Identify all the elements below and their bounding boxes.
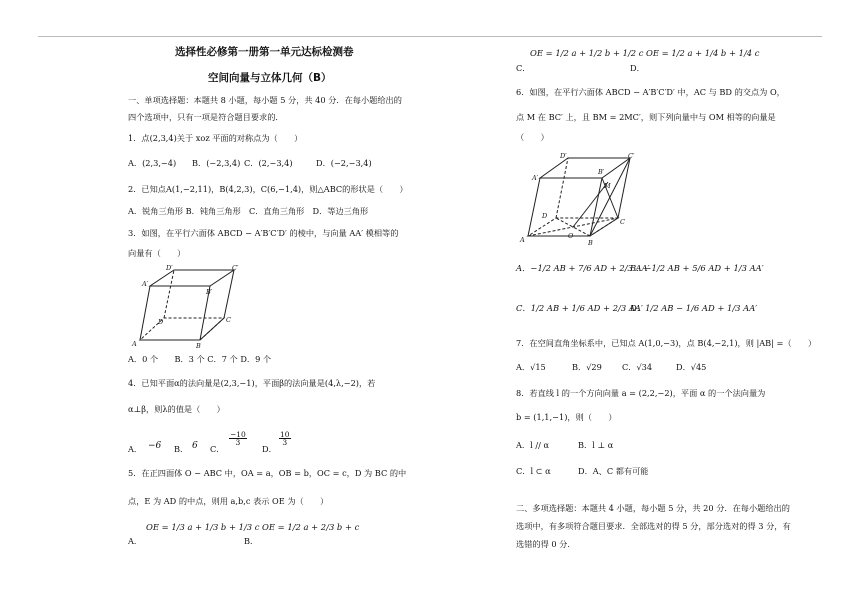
- q5-option-a-expr: OE = 1/3 a + 1/3 b + 1/3 c: [146, 522, 260, 532]
- q7-option-d: D．√45: [676, 362, 707, 372]
- q5-option-a-label: A．: [128, 536, 143, 546]
- svg-text:A′: A′: [532, 174, 539, 182]
- q1-option-a: A．(2,3,−4): [128, 158, 177, 168]
- question-6-blank: （ ）: [516, 132, 549, 142]
- q4-option-a-value: −6: [148, 441, 162, 451]
- question-8: 8．若直线 l 的一个方向向量 a = (2,2,−2)，平面 α 的一个法向量为: [516, 388, 766, 398]
- q6-option-d: D．1/2 AB − 1/6 AD + 1/3 AA′: [630, 303, 758, 313]
- q5-option-d-expr: OE = 1/2 a + 1/4 b + 1/4 c: [646, 48, 760, 58]
- svg-text:C′: C′: [628, 152, 635, 160]
- question-4: 4．已知平面α的法向量是(2,3,−1)，平面β的法向量是(4,λ,−2)，若: [128, 378, 376, 388]
- svg-text:D: D: [542, 212, 548, 220]
- section-1-heading-cont: 四个选项中，只有一项是符合题目要求的．: [128, 112, 284, 122]
- q8-option-d: D．A、C 都有可能: [578, 466, 649, 476]
- svg-text:B′: B′: [206, 288, 213, 296]
- q3-parallelepiped-figure: [128, 262, 243, 348]
- doc-subtitle: 空间向量与立体几何（B）: [208, 72, 332, 84]
- q5-option-d-label: D．: [630, 63, 645, 73]
- q4-option-d-label: D．: [262, 444, 277, 454]
- doc-title: 选择性必修第一册第一单元达标检测卷: [175, 46, 354, 58]
- q4-option-d-value: $\frac{10}{3}$: [280, 429, 290, 447]
- question-7: 7．在空间直角坐标系中，已知点 A(1,0,−3)，点 B(4,−2,1)，则 |AB| =（ ）: [516, 338, 817, 348]
- q7-option-b: B．√29: [572, 362, 602, 372]
- section-2-heading-cont: 选项中，有多项符合题目要求．全部选对的得 5 分，部分选对的得 3 分，有: [516, 521, 791, 531]
- q3-options: A．0 个 B．3 个 C．7 个 D．9 个: [128, 354, 272, 364]
- svg-text:C: C: [620, 218, 625, 226]
- q6-option-b: B．−1/2 AB + 5/6 AD + 1/3 AA′: [630, 263, 764, 273]
- svg-text:B: B: [588, 239, 593, 245]
- q5-option-c-expr: OE = 1/2 a + 1/2 b + 1/2 c: [530, 48, 644, 58]
- q4-option-a-label: A．: [128, 444, 143, 454]
- q8-option-a: A．l // α: [516, 440, 549, 450]
- svg-text:M: M: [604, 182, 611, 190]
- question-6: 6．如图，在平行六面体 ABCD − A′B′C′D′ 中，AC 与 BD 的交点为 O，: [516, 87, 785, 97]
- question-2: 2．已知点A(1,−2,11)，B(4,2,3)，C(6,−1,4)，则△ABC的形状是（ ）: [128, 184, 408, 194]
- question-3-cont: 向量有（ ）: [128, 248, 186, 258]
- question-5-cont: 点，E 为 AD 的中点，则用 a,b,c 表示 OE 为（ ）: [128, 496, 329, 506]
- question-3: 3．如图，在平行六面体 ABCD − A′B′C′D′ 的棱中，与向量 AA′ 模相等的: [128, 228, 399, 238]
- svg-text:A: A: [520, 236, 525, 244]
- question-8-cont: b = (1,1,−1)，则（ ）: [516, 412, 617, 422]
- q4-option-c-label: C．: [210, 444, 225, 454]
- q1-option-d: D．(−2,−3,4): [316, 158, 372, 168]
- q2-options: A．锐角三角形 B．钝角三角形 C．直角三角形 D．等边三角形: [128, 206, 369, 216]
- q7-option-c: C．√34: [622, 362, 653, 372]
- q8-option-c: C．l ⊂ α: [516, 466, 551, 476]
- section-2-heading-end: 选错的得 0 分．: [516, 539, 576, 549]
- question-1: 1．点(2,3,4)关于 xoz 平面的对称点为（ ）: [128, 133, 303, 143]
- q4-option-b-value: 6: [192, 441, 198, 451]
- svg-text:D′: D′: [166, 264, 173, 272]
- svg-text:B: B: [196, 342, 201, 348]
- q4-option-c-value: $\frac{-10}{3}$: [230, 429, 246, 447]
- q6-parallelepiped-figure: [518, 150, 643, 245]
- q5-option-c-label: C．: [516, 63, 531, 73]
- question-6-cont: 点 M 在 BC′ 上，且 BM = 2MC′，则下列向量中与 OM 相等的向量是: [516, 112, 776, 122]
- header-rule: [38, 36, 822, 37]
- svg-text:B′: B′: [598, 168, 605, 176]
- question-5: 5．在正四面体 O − ABC 中，OA = a，OB = b，OC = c，D 为 BC 的中: [128, 468, 407, 478]
- section-2-heading: 二、多项选择题：本题共 4 小题，每小题 5 分，共 20 分．在每小题给出的: [516, 503, 790, 513]
- q5-option-b-expr: OE = 1/2 a + 2/3 b + c: [262, 522, 360, 532]
- svg-text:D′: D′: [560, 152, 567, 160]
- q6-option-c: C．1/2 AB + 1/6 AD + 2/3 AA′: [516, 303, 643, 313]
- q1-option-c: C．(2,−3,4): [244, 158, 293, 168]
- svg-text:D: D: [158, 318, 164, 326]
- q5-option-b-label: B．: [244, 536, 259, 546]
- svg-text:C: C: [226, 316, 231, 324]
- section-1-heading: 一、单项选择题：本题共 8 小题，每小题 5 分，共 40 分．在每小题给出的: [128, 95, 402, 105]
- svg-text:O: O: [568, 232, 574, 240]
- svg-text:A′: A′: [142, 280, 149, 288]
- q7-option-a: A．√15: [516, 362, 546, 372]
- question-4-cont: α⊥β，则λ的值是（ ）: [128, 404, 225, 414]
- svg-text:C′: C′: [232, 264, 239, 272]
- q1-option-b: B．(−2,3,4): [192, 158, 241, 168]
- q4-option-b-label: B．: [174, 444, 189, 454]
- q3-top-face: [150, 270, 234, 286]
- q8-option-b: B．l ⊥ α: [578, 440, 614, 450]
- q6-option-a: A．−1/2 AB + 7/6 AD + 2/3 AA′: [516, 263, 650, 273]
- svg-text:A: A: [132, 340, 137, 348]
